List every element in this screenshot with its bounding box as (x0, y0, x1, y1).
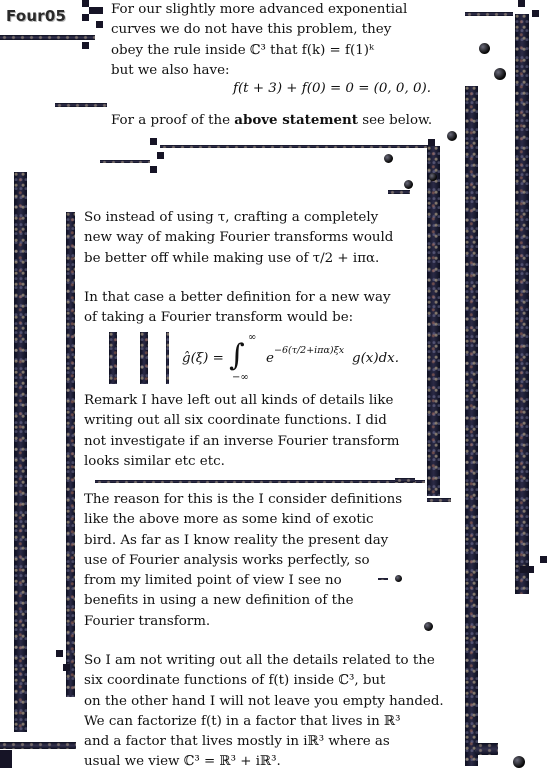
pixel-square (520, 566, 534, 573)
formula-lhs: ĝ(ξ) = (182, 351, 224, 366)
dot (404, 180, 413, 189)
vertical-stripe (427, 146, 440, 496)
pixel-square (157, 152, 164, 159)
proof-prefix: For a proof of the (111, 113, 235, 128)
text-line: on the other hand I will not leave you empty handed. (84, 693, 444, 709)
text-line: six coordinate functions of f(t) inside ℂ³, but (84, 673, 386, 689)
horizontal-stripe (55, 103, 107, 107)
formula-base: e (266, 351, 274, 366)
text-line: be better off while making use of τ/2 + iπα. (84, 250, 380, 266)
horizontal-stripe (465, 12, 513, 16)
pixel-square (518, 0, 525, 7)
vertical-stripe (140, 332, 148, 384)
text-line: new way of making Fourier transforms would (84, 230, 394, 246)
horizontal-stripe (0, 35, 95, 40)
pixel-square (89, 7, 103, 14)
dot (384, 154, 393, 163)
dot (447, 131, 457, 141)
horizontal-stripe (427, 498, 451, 502)
text-line: obey the rule inside ℂ³ that f(k) = f(1)ᵏ (111, 42, 374, 58)
dot (479, 43, 490, 54)
formula-exponent: −6(τ/2+iπα)ξx (274, 345, 345, 356)
reason-paragraph (84, 490, 402, 632)
vertical-stripe (515, 14, 529, 594)
text-line: writing out all six coordinate functions. I did (84, 413, 387, 429)
pixel-square (428, 139, 435, 146)
text-line: curves we do not have this problem, they (111, 22, 392, 38)
integral-lower-limit: −∞ (232, 372, 249, 383)
integral-sign: ∫ (229, 338, 245, 373)
vertical-stripe (166, 332, 169, 384)
horizontal-stripe (160, 145, 430, 148)
dot (429, 173, 437, 181)
text-line: Remark I have left out all kinds of details like (84, 393, 394, 408)
vertical-stripe (66, 212, 75, 697)
horizontal-stripe (476, 743, 498, 755)
text-line: The reason for this is the I consider definitions (84, 492, 403, 507)
formula-rest: g(x)dx. (352, 351, 399, 366)
dot (513, 756, 525, 768)
proof-bold: above statement (234, 112, 358, 128)
pixel-square (82, 42, 89, 49)
vertical-stripe (14, 172, 27, 732)
pixel-square (63, 664, 70, 671)
text-line: bird. As far as I know reality the present day (84, 532, 389, 548)
remark-paragraph (84, 391, 399, 472)
text-line: not investigate if an inverse Fourier transform (84, 433, 400, 449)
definition-paragraph (84, 288, 391, 329)
text-line: of taking a Fourier transform would be: (84, 310, 354, 326)
proof-reference (111, 110, 432, 131)
vertical-stripe (465, 86, 478, 766)
dot (424, 622, 433, 631)
pixel-square (56, 650, 63, 657)
final-paragraph (84, 651, 444, 773)
text-line: So I am not writing out all the details related to the (84, 653, 435, 668)
horizontal-stripe (95, 480, 425, 483)
fourier-formula (182, 334, 427, 386)
text-line: from my limited point of view I see no (84, 573, 342, 589)
horizontal-stripe (395, 478, 415, 482)
text-line: usual we view ℂ³ = ℝ³ + iℝ³. (84, 754, 281, 770)
text-line: So instead of using τ, crafting a completely (84, 210, 379, 225)
horizontal-stripe (0, 742, 76, 749)
text-line: but we also have: (111, 62, 230, 78)
text-line: In that case a better definition for a new way (84, 290, 391, 305)
pixel-square (540, 556, 547, 563)
vertical-stripe (109, 332, 117, 384)
tau-paragraph (84, 208, 393, 269)
text-line: like the above more as some kind of exotic (84, 512, 374, 528)
horizontal-stripe (100, 160, 150, 163)
pixel-square (96, 21, 103, 28)
text-line: and a factor that lives mostly in iℝ³ where as (84, 734, 390, 750)
text-line: Fourier transform. (84, 613, 211, 629)
watermark-label: Four05 (6, 7, 67, 25)
pixel-square (150, 166, 157, 173)
text-line: looks similar etc etc. (84, 453, 225, 469)
dot (494, 68, 506, 80)
text-line: For our slightly more advanced exponential (111, 2, 408, 17)
pixel-square (82, 0, 89, 7)
intro-equation: f(t + 3) + f(0) = 0 = (0, 0, 0). (233, 81, 431, 96)
text-line: benefits in using a new definition of the (84, 593, 354, 609)
pixel-square (0, 750, 12, 768)
horizontal-stripe (388, 190, 410, 194)
intro-paragraph (111, 0, 407, 81)
integral-upper-limit: ∞ (248, 332, 257, 343)
pixel-square (150, 138, 157, 145)
text-line: use of Fourier analysis works perfectly, so (84, 552, 370, 568)
text-line: We can factorize f(t) in a factor that lives in ℝ³ (84, 713, 401, 729)
pixel-square (82, 14, 89, 21)
proof-suffix: see below. (357, 113, 433, 128)
pixel-square (532, 10, 539, 17)
